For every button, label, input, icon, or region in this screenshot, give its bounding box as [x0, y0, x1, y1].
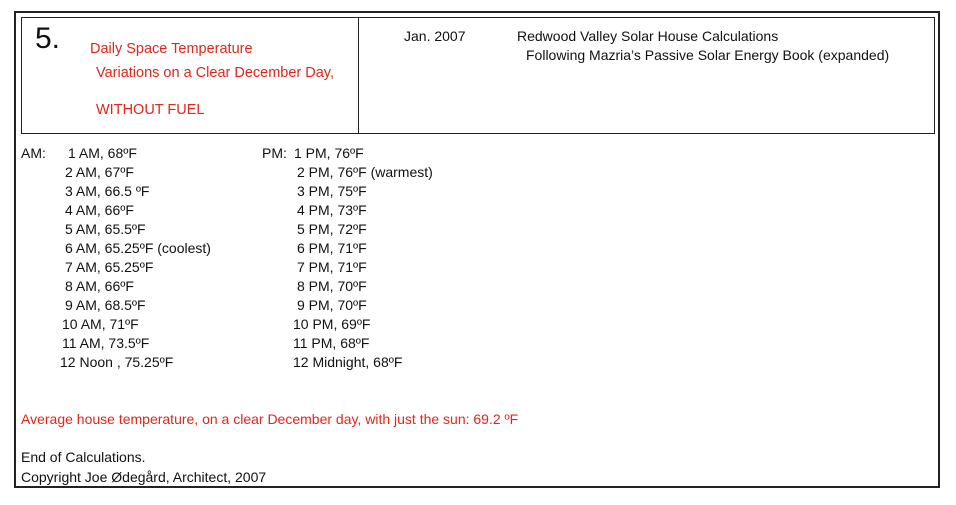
am-row: 4 AM, 66ºF [65, 202, 134, 218]
section-number: 5. [35, 22, 61, 55]
am-row: 3 AM, 66.5 ºF [65, 183, 150, 199]
title-line-1: Daily Space Temperature [90, 41, 253, 57]
am-row: 12 Noon , 75.25ºF [60, 354, 174, 370]
am-row: 8 AM, 66ºF [65, 278, 134, 294]
pm-row: 4 PM, 73ºF [297, 202, 367, 218]
pm-row: 2 PM, 76ºF (warmest) [297, 164, 433, 180]
title-line-3: WITHOUT FUEL [96, 102, 205, 118]
am-row: 5 AM, 65.5ºF [65, 221, 146, 237]
title-box [21, 17, 359, 134]
pm-row: 10 PM, 69ºF [293, 316, 371, 332]
project-box [359, 17, 935, 134]
pm-row: 9 PM, 70ºF [297, 297, 367, 313]
pm-row: 8 PM, 70ºF [297, 278, 367, 294]
average-temperature: Average house temperature, on a clear December day, with just the sun: 69.2 ºF [21, 411, 519, 427]
date-label: Jan. 2007 [404, 28, 466, 44]
am-row: 1 AM, 68ºF [68, 145, 137, 161]
end-note: End of Calculations. [21, 449, 146, 465]
am-row: 10 AM, 71ºF [62, 316, 139, 332]
am-row: 6 AM, 65.25ºF (coolest) [65, 240, 211, 256]
pm-row: 11 PM, 68ºF [293, 335, 370, 351]
am-label: AM: [21, 145, 46, 161]
copyright-note: Copyright Joe Ødegård, Architect, 2007 [21, 469, 267, 485]
pm-row: 6 PM, 71ºF [297, 240, 367, 256]
calculation-sheet [14, 11, 940, 488]
am-row: 2 AM, 67ºF [65, 164, 134, 180]
pm-row: 1 PM, 76ºF [294, 145, 364, 161]
pm-row: 7 PM, 71ºF [297, 259, 367, 275]
pm-label: PM: [262, 145, 287, 161]
pm-row: 12 Midnight, 68ºF [293, 354, 403, 370]
am-row: 9 AM, 68.5ºF [65, 297, 146, 313]
project-subtitle: Following Mazria’s Passive Solar Energy Book (expanded) [526, 47, 890, 63]
am-row: 7 AM, 65.25ºF [65, 259, 154, 275]
pm-row: 5 PM, 72ºF [297, 221, 367, 237]
am-row: 11 AM, 73.5ºF [62, 335, 150, 351]
pm-row: 3 PM, 75ºF [297, 183, 367, 199]
project-title: Redwood Valley Solar House Calculations [517, 28, 779, 44]
title-line-2: Variations on a Clear December Day, [96, 65, 335, 81]
